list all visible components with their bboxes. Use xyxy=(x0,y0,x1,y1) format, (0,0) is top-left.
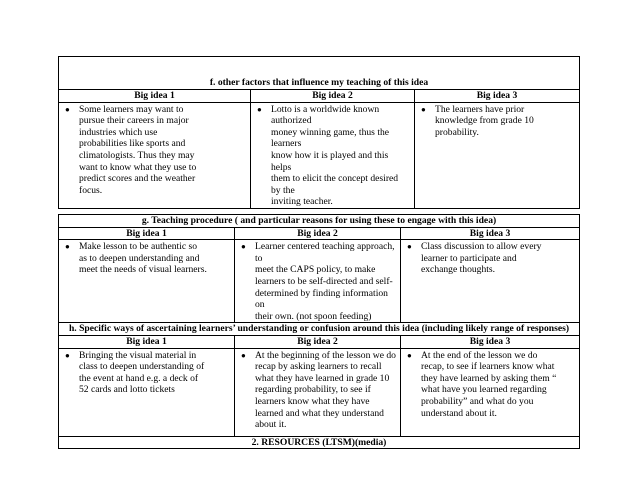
cell-text: Some learners may want to pursue their careers in major industries which use probabilities like sports and climatologists. Thus they may want to know what they use to predict scores and the weather focus. xyxy=(79,103,197,196)
cell-text: At the beginning of the lesson we do recap by asking learners to recall what they have learned in grade 10 regarding probability, to see if learners know what they have learned and what they understand about it. xyxy=(255,349,396,431)
table-h-title: h. Specific ways of ascertaining learners’ understanding or confusion around this idea (including likely range of responses) xyxy=(59,323,580,336)
bullet-icon: ● xyxy=(421,104,426,114)
table-f-cell-3 xyxy=(415,102,580,208)
cell-text: Lotto is a worldwide known authorized money winning game, thus the learners know how it is played and this helps them to elicit the concept desired by the inviting teacher. xyxy=(271,103,399,208)
cell-text: Make lesson to be authentic so as to deepen understanding and meet the needs of visual learners. xyxy=(79,241,207,276)
table-f-header-1: Big idea 1 xyxy=(59,90,251,103)
table-g-title: g. Teaching procedure ( and particular reasons for using these to engage with this idea) xyxy=(59,215,580,228)
table-g-header-1: Big idea 1 xyxy=(59,227,235,240)
cell-text: Bringing the visual material in class to deepen understanding of the event at hand e.g. a deck of 52 cards and lotto tickets xyxy=(79,349,205,396)
bullet-icon: ● xyxy=(241,242,246,252)
bullet-icon: ● xyxy=(407,242,412,252)
table-g-header-2: Big idea 2 xyxy=(235,227,401,240)
table-h-cell-2 xyxy=(235,348,401,436)
resources-heading: 2. RESOURCES (LTSM)(media) xyxy=(59,436,580,449)
table-f-cell-1 xyxy=(59,102,251,208)
table-g-h xyxy=(58,214,580,449)
table-f-cell-2 xyxy=(251,102,415,208)
cell-text: Learner centered teaching approach, to meet the CAPS policy, to make learners to be self-directed and self- determined by finding information on their own. (not spoon feeding) xyxy=(255,241,395,322)
table-h-header-2: Big idea 2 xyxy=(235,335,401,348)
table-g-cell-2 xyxy=(235,240,401,323)
bullet-icon: ● xyxy=(65,350,70,360)
bullet-icon: ● xyxy=(257,104,262,114)
table-h-header-1: Big idea 1 xyxy=(59,335,235,348)
table-f xyxy=(58,56,580,209)
table-f-title: f. other factors that influence my teaching of this idea xyxy=(59,57,580,90)
bullet-icon: ● xyxy=(65,104,70,114)
table-g-cell-3 xyxy=(401,240,580,323)
table-g-cell-1 xyxy=(59,240,235,323)
cell-text: At the end of the lesson we do recap, to see if learners know what they have learned by asking them “ what have you learned regarding probability” and what do you understand about it. xyxy=(421,349,557,419)
table-h-cell-1 xyxy=(59,348,235,436)
table-f-header-3: Big idea 3 xyxy=(415,90,580,103)
table-g-header-3: Big idea 3 xyxy=(401,227,580,240)
table-h-cell-3 xyxy=(401,348,580,436)
bullet-icon: ● xyxy=(407,350,412,360)
table-h-header-3: Big idea 3 xyxy=(401,335,580,348)
bullet-icon: ● xyxy=(241,350,246,360)
table-f-header-2: Big idea 2 xyxy=(251,90,415,103)
cell-text: Class discussion to allow every learner to participate and exchange thoughts. xyxy=(421,241,542,276)
bullet-icon: ● xyxy=(65,242,70,252)
cell-text: The learners have prior knowledge from grade 10 probability. xyxy=(435,103,534,138)
